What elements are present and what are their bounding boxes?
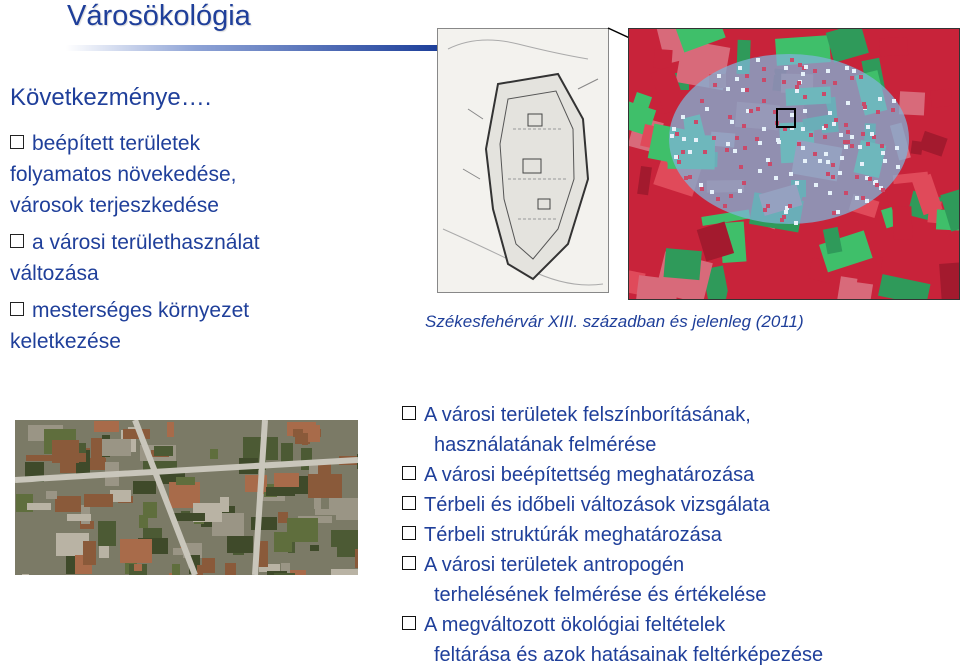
checkbox-bullet-icon [402, 406, 416, 420]
title-underline [66, 45, 438, 51]
tasks-list [402, 400, 957, 670]
consequences-list [10, 128, 310, 363]
list-item: mesterséges környezet keletkezése [10, 299, 250, 353]
checkbox-bullet-icon [10, 135, 24, 149]
list-item: beépített területek folyamatos növekedése, városok terjeszkedése [10, 132, 237, 217]
list-item: A városi területek felszínborításának, használatának felmérése [402, 400, 957, 460]
image-caption: Székesfehérvár XIII. században és jelenleg (2011) [425, 312, 804, 331]
checkbox-bullet-icon [10, 234, 24, 248]
list-item: Térbeli struktúrák meghatározása [402, 520, 957, 550]
section-subtitle: Következménye…. [10, 84, 212, 111]
list-item: Térbeli és időbeli változások vizsgálata [402, 490, 957, 520]
satellite-image [628, 28, 960, 300]
slide-title: Városökológia [67, 0, 251, 32]
list-item: A megváltozott ökológiai feltételek feltárása és azok hatásainak feltérképezése [402, 610, 957, 670]
list-item: A városi beépítettség meghatározása [402, 460, 957, 490]
checkbox-bullet-icon [402, 466, 416, 480]
checkbox-bullet-icon [402, 526, 416, 540]
aerial-photo-image [15, 420, 358, 575]
historical-map-image [437, 28, 609, 293]
list-item: A városi területek antropogén terhelésének felmérése és értékelése [402, 550, 957, 610]
checkbox-bullet-icon [402, 556, 416, 570]
checkbox-bullet-icon [402, 616, 416, 630]
list-item: a városi területhasználat változása [10, 231, 260, 285]
checkbox-bullet-icon [10, 302, 24, 316]
checkbox-bullet-icon [402, 496, 416, 510]
